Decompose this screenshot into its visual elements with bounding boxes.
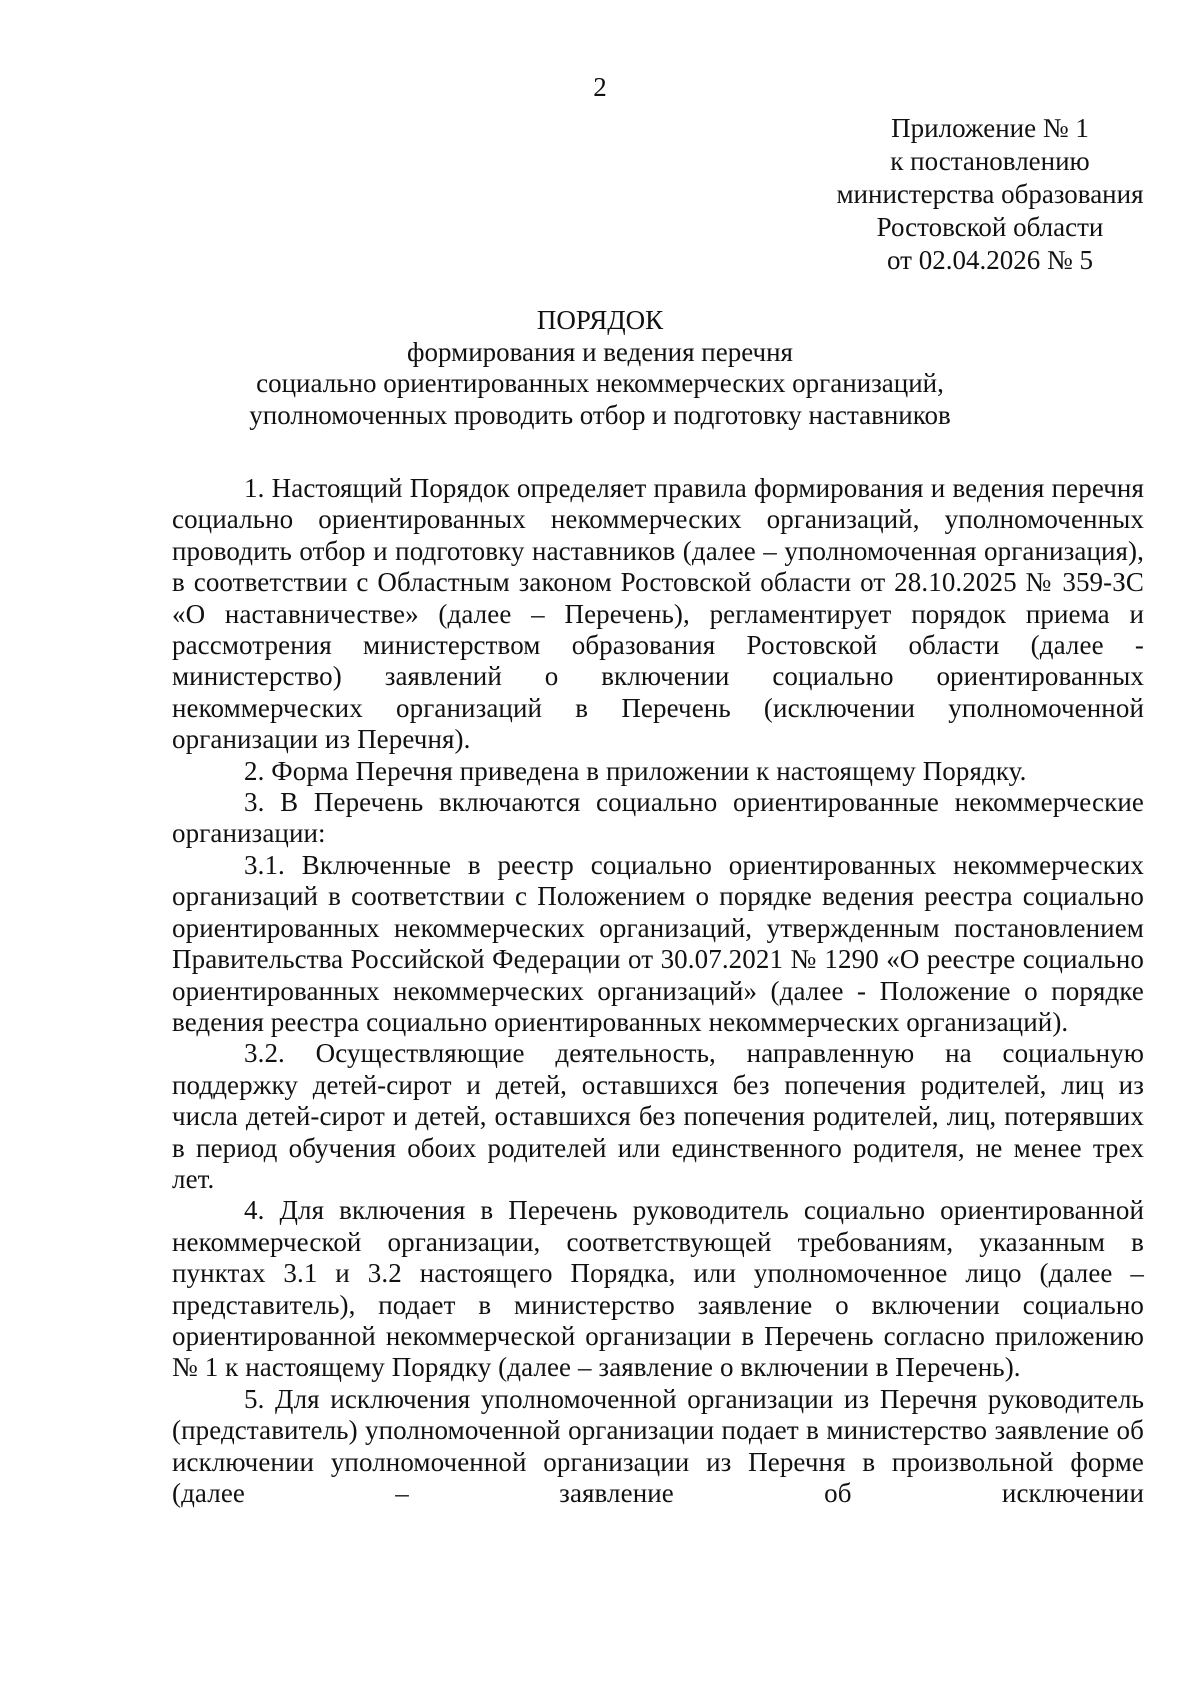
- page-number: 2: [593, 72, 607, 102]
- title-subtitle-line: социально ориентированных некоммерческих организаций,: [256, 368, 944, 398]
- title-subtitle-line: уполномоченных проводить отбор и подготовку наставников: [249, 399, 951, 430]
- document-body: [172, 473, 1144, 1509]
- paragraph-1: 1. Настоящий Порядок определяет правила формирования и ведения перечня социально ориентированных некоммерческих организаций, уполномоченных проводить отбор и подготовку наставников (далее – уполномоченная организация), в соответствии с Областным законом Ростовской области от 28.10.2025 № 359-ЗС «О наставничестве» (далее – Перечень), регламентирует порядок приема и рассмотрения министерством образования Ростовской области (далее - министерство) заявлений о включении социально ориентированных некоммерческих организаций в Перечень (исключении уполномоченной организации из Перечня).: [172, 473, 1144, 755]
- paragraph-2: 2. Форма Перечня приведена в приложении к настоящему Порядку.: [244, 755, 1027, 786]
- paragraph-3-1: 3.1. Включенные в реестр социально ориентированных некоммерческих организаций в соответствии с Положением о порядке ведения реестра социально ориентированных некоммерческих организаций, утвержденным постановлением Правительства Российской Федерации от 30.07.2021 № 1290 «О реестре социально ориентированных некоммерческих организаций» (далее - Положение о порядке ведения реестра социально ориентированных некоммерческих организаций).: [172, 849, 1144, 1037]
- appendix-line: министерства образования: [836, 179, 1144, 209]
- paragraph-5: 5. Для исключения уполномоченной организации из Перечня руководитель (представитель) уполномоченной организации подает в министерство заявление об исключении уполномоченной организации из Перечня в произвольной форме (далее – заявление об исключении: [172, 1383, 1144, 1508]
- appendix-header: [780, 112, 1200, 277]
- document-title: [0, 305, 1200, 431]
- paragraph-3-2: 3.2. Осуществляющие деятельность, направленную на социальную поддержку детей-сирот и детей, оставшихся без попечения родителей, лиц из числа детей-сирот и детей, оставшихся без попечения родителей, лиц, потерявших в период обучения обоих родителей или единственного родителя, не менее трех лет.: [172, 1038, 1144, 1194]
- appendix-line: от 02.04.2026 № 5: [887, 245, 1093, 275]
- paragraph-3: 3. В Перечень включаются социально ориентированные некоммерческие организации:: [172, 787, 1144, 849]
- paragraph-4: 4. Для включения в Перечень руководитель социально ориентированной некоммерческой организации, соответствующей требованиям, указанным в пунктах 3.1 и 3.2 настоящего Порядка, или уполномоченное лицо (далее – представитель), подает в министерство заявление о включении социально ориентированной некоммерческой организации в Перечень согласно приложению № 1 к настоящему Порядку (далее – заявление о включении в Перечень).: [172, 1195, 1144, 1383]
- title-subtitle-line: формирования и ведения перечня: [407, 336, 793, 367]
- appendix-line: Ростовской области: [876, 212, 1104, 242]
- appendix-line: к постановлению: [890, 146, 1090, 176]
- title-heading: ПОРЯДОК: [536, 305, 664, 335]
- appendix-line: Приложение № 1: [891, 113, 1089, 143]
